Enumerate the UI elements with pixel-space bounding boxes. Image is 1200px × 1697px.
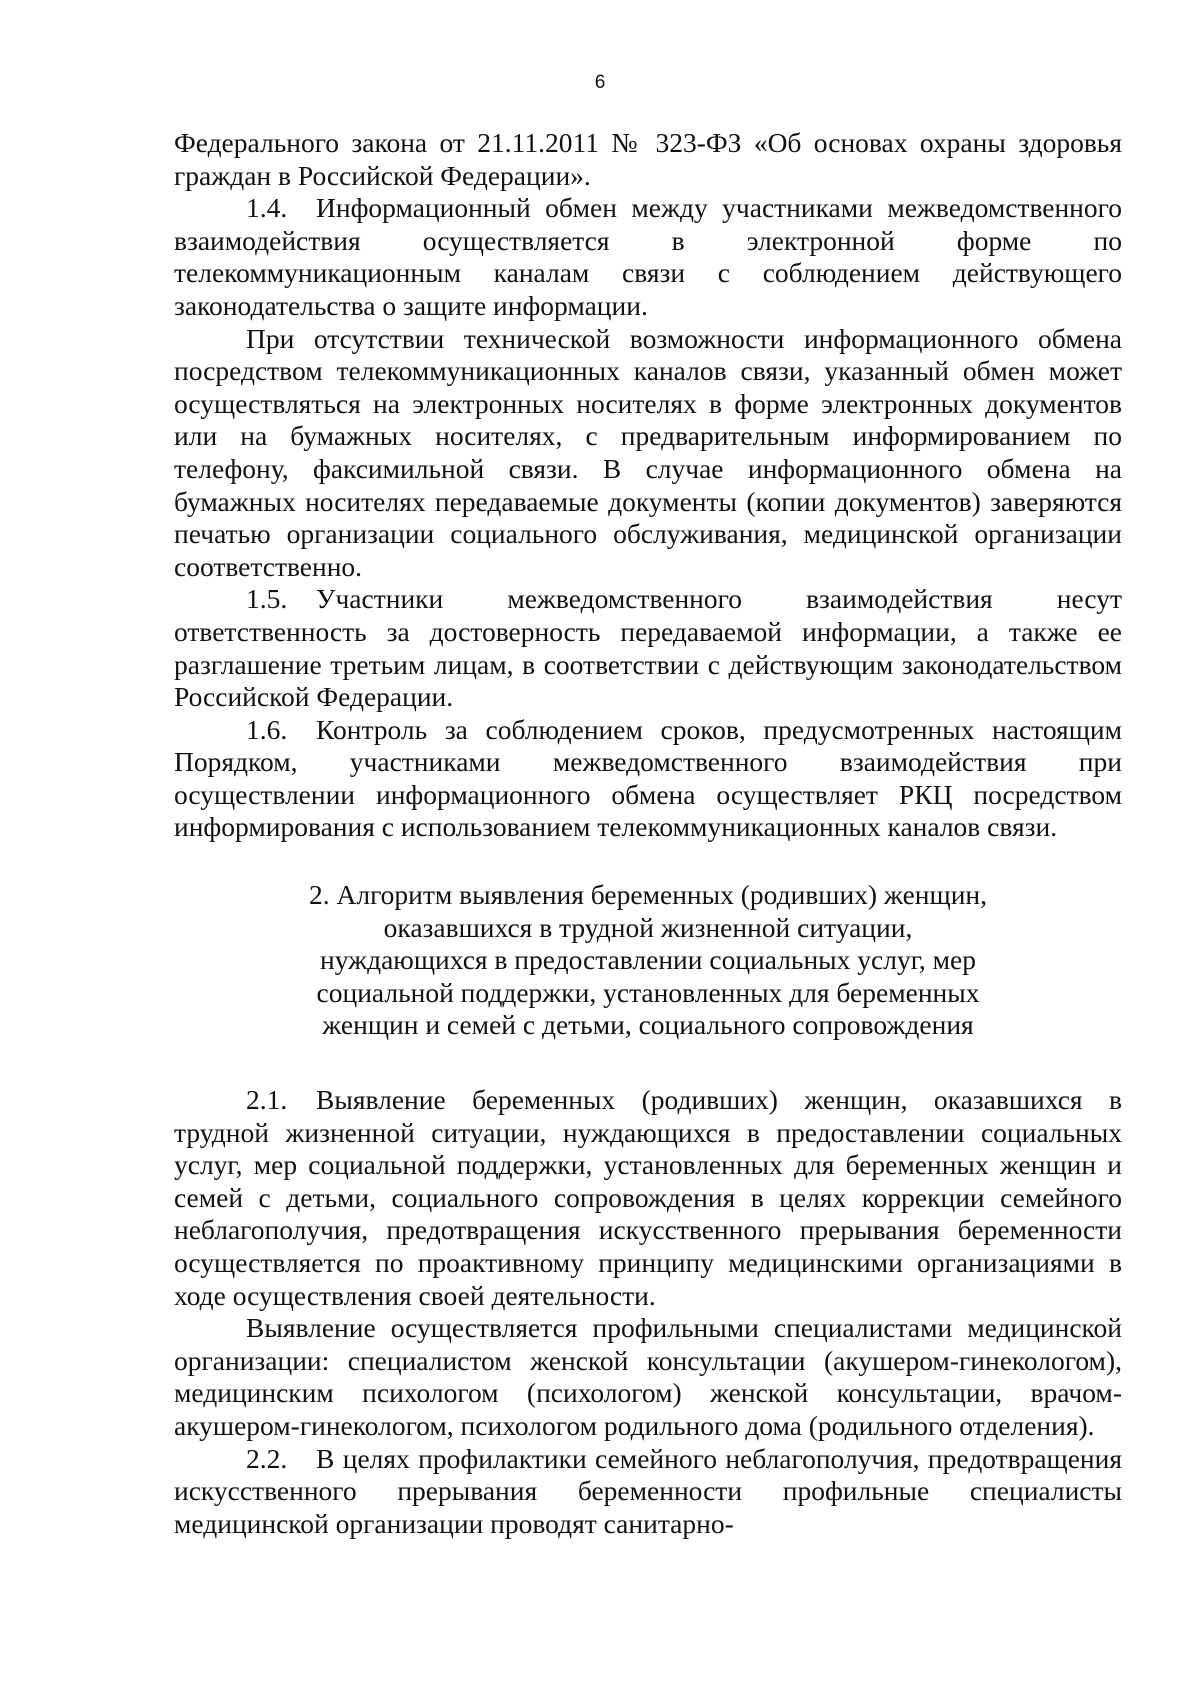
clause-text: Контроль за соблюдением сроков, предусмотренных настоящим Порядком, участниками межведомственного взаимодействия при осуществлении информационного обмена осуществляет РКЦ посредством информирования с использованием телекоммуникационных каналов связи.: [174, 713, 1122, 843]
section-heading: [174, 879, 1122, 1042]
paragraph-1-5: [174, 583, 1122, 713]
clause-text: Информационный обмен между участниками межведомственного взаимодействия осуществляется в электронной форме по телекоммуникационным каналам связи с соблюдением действующего законодательства о защите информации.: [174, 192, 1122, 321]
clause-number: 1.5.: [246, 583, 288, 615]
clause-number: 2.1.: [246, 1084, 288, 1116]
paragraph-2-1: [174, 1084, 1122, 1312]
spacer: [174, 1042, 1122, 1084]
heading-line: оказавшихся в трудной жизненной ситуации,: [383, 911, 913, 943]
paragraph-continuation: Федерального закона от 21.11.2011 № 323-ФЗ «Об основах охраны здоровья граждан в Российской Федерации».: [174, 127, 1122, 191]
document-body: [174, 127, 1122, 1540]
paragraph-2-2: [174, 1443, 1122, 1541]
paragraph-2-1-continued: Выявление осуществляется профильными специалистами медицинской организации: специалистом женской консультации (акушером-гинекологом), медицинским психологом (психологом) женской консультации, врачом-акушером-гинекологом, психологом родильного дома (родильного отделения).: [174, 1312, 1122, 1441]
paragraph-1-6: [174, 714, 1122, 844]
paragraph-1-4: [174, 192, 1122, 322]
clause-text: В целях профилактики семейного неблагополучия, предотвращения искусственного прерывания беременности профильные специалисты медицинской организации проводят санитарно-: [174, 1442, 1122, 1539]
page-number: 6: [594, 72, 606, 93]
heading-line: женщин и семей с детьми, социального сопровождения: [322, 1009, 974, 1041]
heading-line: социальной поддержки, установленных для беременных: [316, 976, 980, 1008]
heading-line: нуждающихся в предоставлении социальных услуг, мер: [320, 944, 976, 976]
clause-number: 1.6.: [246, 713, 288, 745]
clause-number: 1.4.: [246, 192, 288, 224]
paragraph-1-4-continued: При отсутствии технической возможности информационного обмена посредством телекоммуникационных каналов связи, указанный обмен может осуществляться на электронных носителях в форме электронных документов или на бумажных носителях, с предварительным информированием по телефону, факсимильной связи. В случае информационного обмена на бумажных носителях передаваемые документы (копии документов) заверяются печатью организации социального обслуживания, медицинской организации соответственно.: [174, 322, 1122, 582]
clause-text: Выявление беременных (родивших) женщин, оказавшихся в трудной жизненной ситуации, нуждающихся в предоставлении социальных услуг, мер социальной поддержки, установленных для беременных женщин и семей с детьми, социального сопровождения в целях коррекции семейного неблагополучия, предотвращения искусственного прерывания беременности осуществляется по проактивному принципу медицинскими организациями в ходе осуществления своей деятельности.: [174, 1084, 1122, 1311]
clause-text: Участники межведомственного взаимодействия несут ответственность за достоверность передаваемой информации, а также ее разглашение третьим лицам, в соответствии с действующим законодательством Российской Федерации.: [174, 583, 1122, 713]
clause-number: 2.2.: [246, 1442, 288, 1474]
heading-line: 2. Алгоритм выявления беременных (родивших) женщин,: [308, 879, 988, 911]
